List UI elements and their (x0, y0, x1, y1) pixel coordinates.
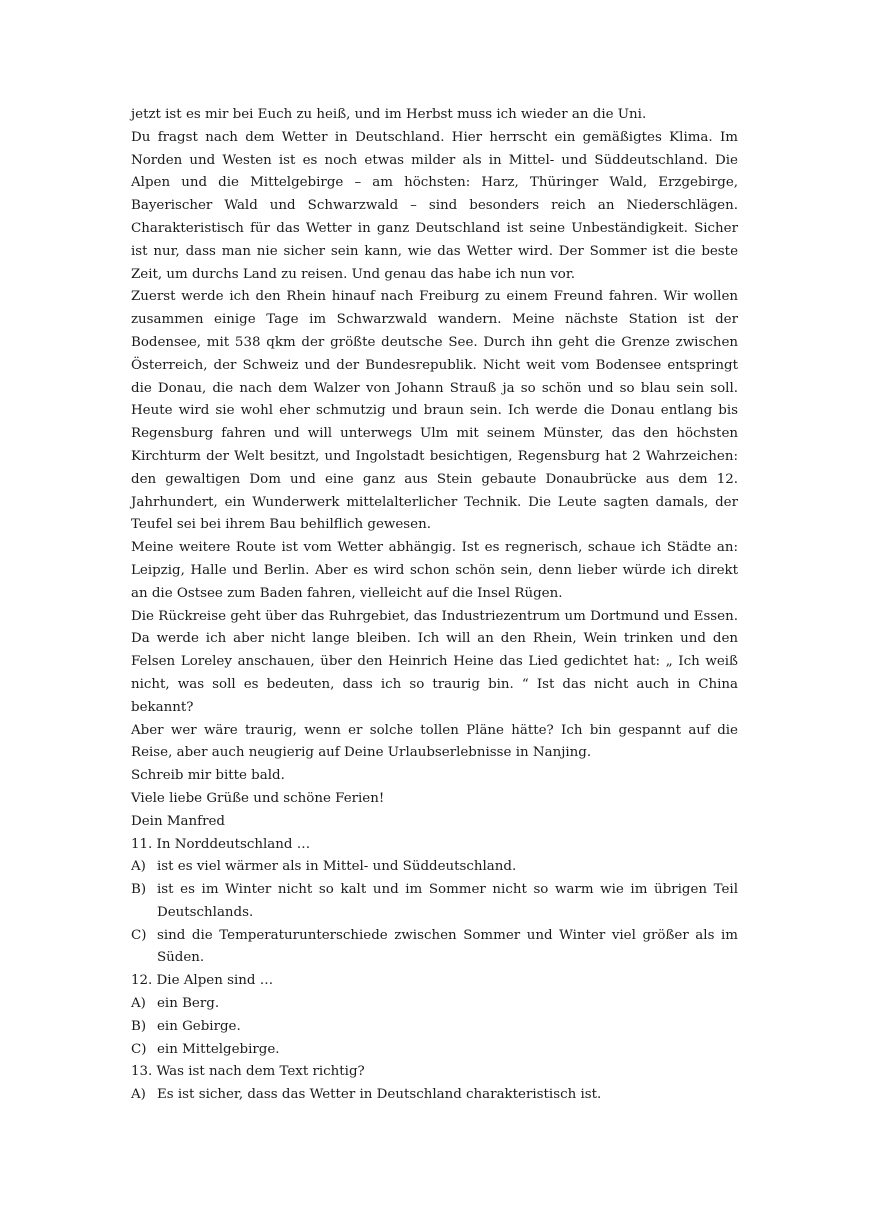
option-a (131, 993, 738, 1016)
question-stem: 13. Was ist nach dem Text richtig? (131, 1064, 365, 1080)
letter-paragraph-4: Meine weitere Route ist vom Wetter abhängig. Ist es regnerisch, schaue ich Städte an: Leipzig, Halle und Berlin. Aber es wird schon schön sein, denn lieber würde ich direkt an die Ostsee zum Baden fahren, vielleicht auf die Insel Rügen. (131, 540, 738, 601)
option-a (131, 1084, 738, 1107)
question-13 (131, 1061, 738, 1107)
option-label: C) (131, 1041, 147, 1057)
option-c (131, 925, 738, 971)
letter-greeting: Viele liebe Grüße und schöne Ferien! (131, 790, 385, 806)
letter-signature: Dein Manfred (131, 813, 225, 829)
letter-paragraph-6: Aber wer wäre traurig, wenn er solche tollen Pläne hätte? Ich bin gespannt auf die Reise, aber auch neugierig auf Deine Urlaubserlebnisse in Nanjing. (131, 722, 738, 761)
option-label: A) (131, 1087, 146, 1103)
option-text: ist es viel wärmer als in Mittel- und Süddeutschland. (157, 859, 517, 875)
option-b (131, 879, 738, 925)
letter-paragraph-2: Du fragst nach dem Wetter in Deutschland. Hier herrscht ein gemäßigtes Klima. Im Norden und Westen ist es noch etwas milder als in Mittel- und Süddeutschland. Die Alpen und die Mittelgebirge – am höchsten: Harz, Thüringer Wald, Erzgebirge, Bayerischer Wald und Schwarzwald – sind besonders reich an Niederschlägen. Charakteristisch für das Wetter in ganz Deutschland ist seine Unbeständigkeit. Sicher ist nur, dass man nie sicher sein kann, wie das Wetter wird. Der Sommer ist die beste Zeit, um durchs Land zu reisen. Und genau das habe ich nun vor. (131, 129, 738, 282)
option-text: ein Gebirge. (157, 1018, 241, 1034)
option-text: sind die Temperaturunterschiede zwischen Sommer und Winter viel größer als im Süden. (157, 927, 738, 966)
letter-paragraph-5: Die Rückreise geht über das Ruhrgebiet, das Industriezentrum um Dortmund und Essen. Da werde ich aber nicht lange bleiben. Ich will an den Rhein, Wein trinken und den Felsen Loreley anschauen, über den Heinrich Heine das Lied gedichtet hat: „ Ich weiß nicht, was soll es bedeuten, dass ich so traurig bin. “ Ist das nicht auch in China bekannt? (131, 608, 738, 715)
document-page (131, 104, 738, 1107)
option-c (131, 1039, 738, 1062)
question-11 (131, 834, 738, 971)
question-stem: 12. Die Alpen sind … (131, 973, 274, 989)
option-text: ist es im Winter nicht so kalt und im Sommer nicht so warm wie im übrigen Teil Deutschlands. (157, 882, 738, 920)
option-label: B) (131, 882, 147, 898)
option-text: ein Berg. (157, 996, 220, 1012)
letter-paragraph-1: jetzt ist es mir bei Euch zu heiß, und im Herbst muss ich wieder an die Uni. (131, 107, 647, 122)
option-b (131, 1016, 738, 1039)
option-label: C) (131, 927, 147, 943)
letter-closing-request: Schreib mir bitte bald. (131, 768, 285, 784)
question-12 (131, 970, 738, 1061)
option-label: B) (131, 1018, 147, 1034)
option-text: ein Mittelgebirge. (157, 1041, 280, 1057)
letter-paragraph-3: Zuerst werde ich den Rhein hinauf nach Freiburg zu einem Freund fahren. Wir wollen zusammen einige Tage im Schwarzwald wandern. Meine nächste Station ist der Bodensee, mit 538 qkm der größte deutsche See. Durch ihn geht die Grenze zwischen Österreich, der Schweiz und der Bundesrepublik. Nicht weit vom Bodensee entspringt die Donau, die nach dem Walzer von Johann Strauß ja so schön und so blau sein soll. Heute wird sie wohl eher schmutzig und braun sein. Ich werde die Donau entlang bis Regensburg fahren und will unterwegs Ulm mit seinem Münster, das den höchsten Kirchturm der Welt besitzt, und Ingolstadt besichtigen, Regensburg hat 2 Wahrzeichen: den gewaltigen Dom und eine ganz aus Stein gebaute Donaubrücke aus dem 12. Jahrhundert, ein Wunderwerk mittelalterlicher Technik. Die Leute sagten damals, der Teufel sei bei ihrem Bau behilflich gewesen. (131, 289, 738, 533)
option-label: A) (131, 859, 146, 875)
option-text: Es ist sicher, dass das Wetter in Deutschland charakteristisch ist. (157, 1087, 602, 1103)
question-stem: 11. In Norddeutschland … (131, 836, 311, 852)
option-a (131, 856, 738, 879)
option-label: A) (131, 996, 146, 1012)
